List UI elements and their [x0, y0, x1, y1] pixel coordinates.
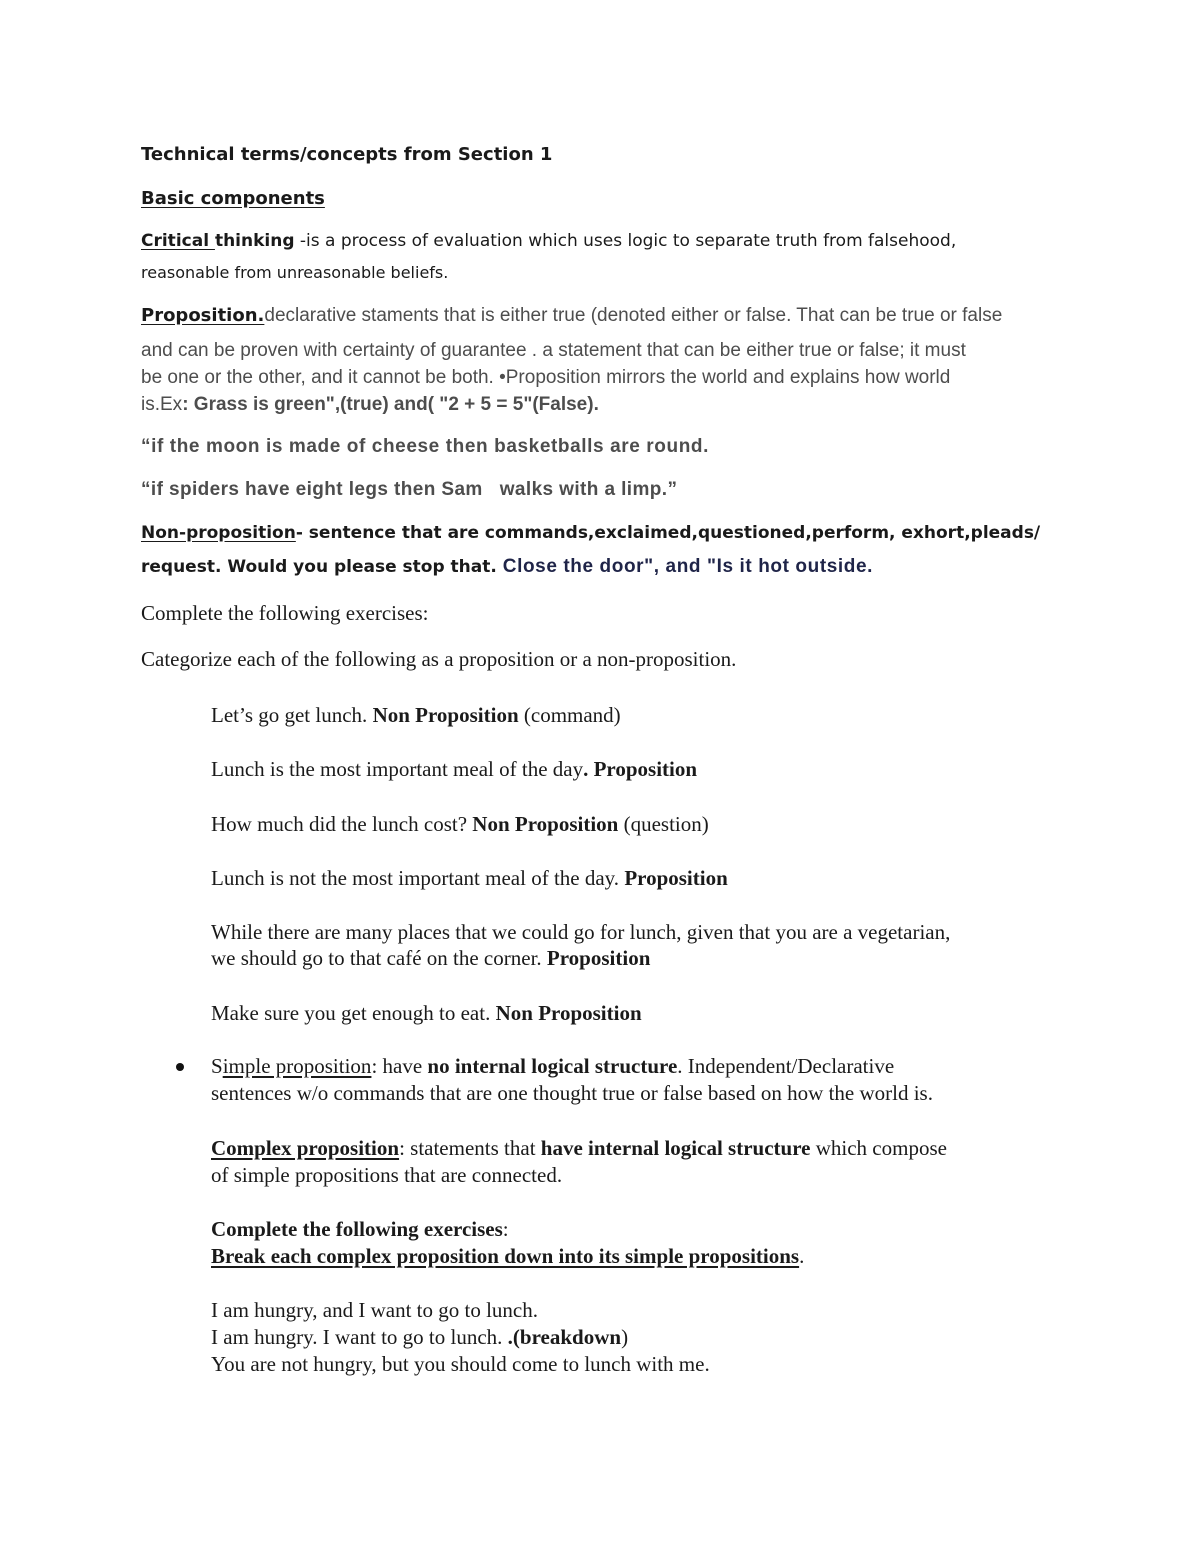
proposition-term: Proposition.: [141, 305, 265, 326]
complex-line-2: of simple propositions that are connected.: [211, 1163, 563, 1187]
section-subheading: Basic components: [141, 188, 325, 209]
item-text: Let’s go get lunch.: [211, 703, 373, 727]
proposition-line-4b: : Grass is green",(true) and( "2 + 5 = 5"(False).: [182, 394, 599, 415]
proposition-definition: [141, 305, 1002, 327]
nonproposition-term: Non-proposition: [141, 523, 296, 543]
exercise-2-line-1: I am hungry, and I want to go to lunch.: [211, 1298, 538, 1322]
item-text: While there are many places that we could go for lunch, given that you are a vegetarian,: [211, 920, 951, 944]
exercise-1-item: [211, 757, 697, 782]
proposition-line-2: and can be proven with certainty of guarantee . a statement that can be either true or false; it must: [141, 340, 966, 361]
exercise-2-colon: :: [502, 1217, 509, 1241]
exercise-2-line-3: You are not hungry, but you should come to lunch with me.: [211, 1352, 710, 1376]
proposition-line-1: declarative staments that is either true (denoted either or false. That can be true or false: [264, 305, 1003, 326]
exercise-2-title: [211, 1217, 509, 1242]
simple-line-2: sentences w/o commands that are one thought true or false based on how the world is.: [211, 1081, 933, 1105]
exercise-1-item: [211, 703, 621, 728]
bullet-icon: [176, 1063, 184, 1071]
exercise-2-line-2-text: I am hungry. I want to go to lunch.: [211, 1325, 508, 1349]
item-note: (question): [618, 812, 709, 836]
simple-s: S: [211, 1054, 223, 1078]
proposition-example-1: “if the moon is made of cheese then basketballs are round.: [141, 436, 709, 457]
item-text: Lunch is not the most important meal of the day.: [211, 866, 625, 890]
critical-line-1: -is a process of evaluation which uses logic to separate truth from falsehood,: [294, 231, 957, 251]
complex-rest: which compose: [810, 1136, 947, 1160]
item-answer: Proposition: [624, 866, 728, 890]
exercise-1-instruction: Categorize each of the following as a proposition or a non-proposition.: [141, 647, 737, 671]
complex-bold: have internal logical structure: [540, 1136, 811, 1160]
complex-colon: : statements that: [399, 1136, 541, 1160]
exercise-1-item: [211, 1001, 642, 1026]
simple-bold: no internal logical structure: [427, 1054, 678, 1078]
exercise-1-item: [211, 812, 709, 837]
exercise-1-title: Complete the following exercises:: [141, 601, 429, 625]
exercise-2-period: .: [799, 1244, 805, 1268]
exercise-1-item: [211, 866, 728, 891]
item-text-2: we should go to that café on the corner.: [211, 946, 547, 970]
simple-term: imple proposition: [222, 1054, 372, 1078]
document-heading: [141, 144, 552, 165]
proposition-line-4a: is.Ex: [141, 394, 183, 415]
nonproposition-line-1: - sentence that are commands,exclaimed,questioned,perform, exhort,pleads/: [295, 523, 1041, 543]
item-answer: Non Proposition: [472, 812, 619, 836]
exercise-2-line-2: [211, 1325, 628, 1350]
item-text: Lunch is the most important meal of the day: [211, 757, 584, 781]
item-answer: . Proposition: [583, 757, 698, 781]
critical-line-2: reasonable from unreasonable beliefs.: [141, 263, 449, 282]
critical-thinking-definition: [141, 231, 956, 251]
item-answer: Proposition: [546, 946, 651, 970]
exercise-2-breakdown: .(breakdown: [507, 1325, 622, 1349]
critical-term-2: thinking: [214, 231, 295, 251]
proposition-example-2: “if spiders have eight legs then Sam walks with a limp.”: [141, 479, 678, 500]
item-answer: Non Proposition: [495, 1001, 642, 1025]
heading-text: Technical terms/concepts from Section 1: [141, 144, 553, 165]
exercise-2-instruction: [211, 1244, 804, 1269]
exercise-1-item-cont: [211, 946, 650, 971]
simple-proposition-definition: [211, 1054, 894, 1079]
nonproposition-line-2a: request. Would you please stop that.: [141, 557, 503, 577]
complex-term: Complex proposition: [211, 1136, 400, 1160]
proposition-line-4: [141, 394, 599, 416]
simple-colon: : have: [371, 1054, 428, 1078]
item-note: (command): [518, 703, 621, 727]
complex-proposition-definition: [211, 1136, 947, 1161]
item-answer: Non Proposition: [372, 703, 519, 727]
exercise-1-item: [211, 920, 950, 945]
nonproposition-line-2: [141, 556, 873, 578]
critical-term: Critical: [141, 231, 215, 251]
exercise-2-paren: ): [621, 1325, 629, 1349]
nonproposition-line-2b: Close the door", and "Is it hot outside.: [502, 556, 874, 577]
nonproposition-definition: [141, 523, 1040, 543]
item-text: How much did the lunch cost?: [211, 812, 473, 836]
item-text: Make sure you get enough to eat.: [211, 1001, 496, 1025]
exercise-2-instruction-text: Break each complex proposition down into its simple propositions: [211, 1244, 800, 1268]
proposition-line-3: be one or the other, and it cannot be both. •Proposition mirrors the world and explains how world: [141, 367, 951, 388]
simple-rest: . Independent/Declarative: [677, 1054, 895, 1078]
exercise-2-title-text: Complete the following exercises: [211, 1217, 503, 1241]
